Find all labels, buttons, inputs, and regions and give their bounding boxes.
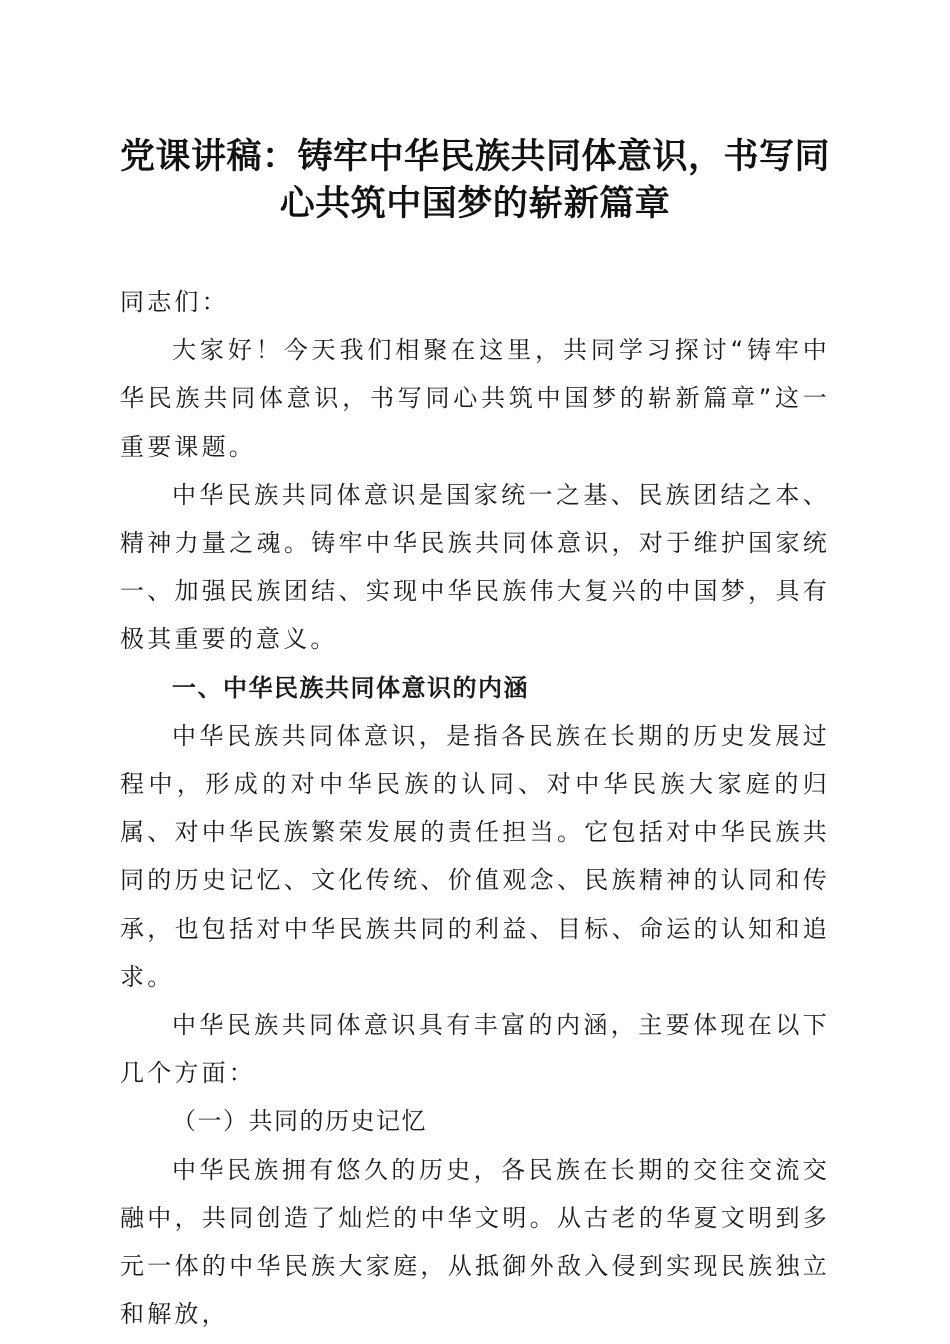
paragraph-importance: 中华民族共同体意识是国家统一之基、民族团结之本、精神力量之魂。铸牢中华民族共同体意识，对于维护国家统一、加强民族团结、实现中华民族伟大复兴的中国梦，具有极其重要的意义。 (120, 480, 830, 654)
document-body (120, 278, 830, 1338)
title-line-1: 党课讲稿：铸牢中华民族共同体意识，书写同 (119, 136, 830, 177)
paragraph-definition: 中华民族共同体意识，是指各民族在长期的历史发展过程中，形成的对中华民族的认同、对中华民族大家庭的归属、对中华民族繁荣发展的责任担当。它包括对中华民族共同的历史记忆、文化传统、价值观念、民族精神的认同和传承，也包括对中华民族共同的利益、目标、命运的认知和追求。 (120, 721, 830, 991)
subsection-heading-1: （一）共同的历史记忆 (172, 1107, 427, 1136)
title-line-2: 心共筑中国梦的崭新篇章 (279, 183, 671, 224)
section-heading-1: 一、中华民族共同体意识的内涵 (172, 673, 529, 702)
document-title (110, 133, 840, 227)
paragraph-aspects-intro: 中华民族共同体意识具有丰富的内涵，主要体现在以下几个方面： (120, 1011, 830, 1088)
salutation: 同志们： (120, 288, 229, 316)
paragraph-history: 中华民族拥有悠久的历史，各民族在长期的交往交流交融中，共同创造了灿烂的中华文明。从古老的华夏文明到多元一体的中华民族大家庭，从抵御外敌入侵到实现民族独立和解放， (120, 1155, 830, 1329)
paragraph-greeting: 大家好！今天我们相聚在这里，共同学习探讨“铸牢中华民族共同体意识，书写同心共筑中国梦的崭新篇章”这一重要课题。 (120, 336, 830, 461)
